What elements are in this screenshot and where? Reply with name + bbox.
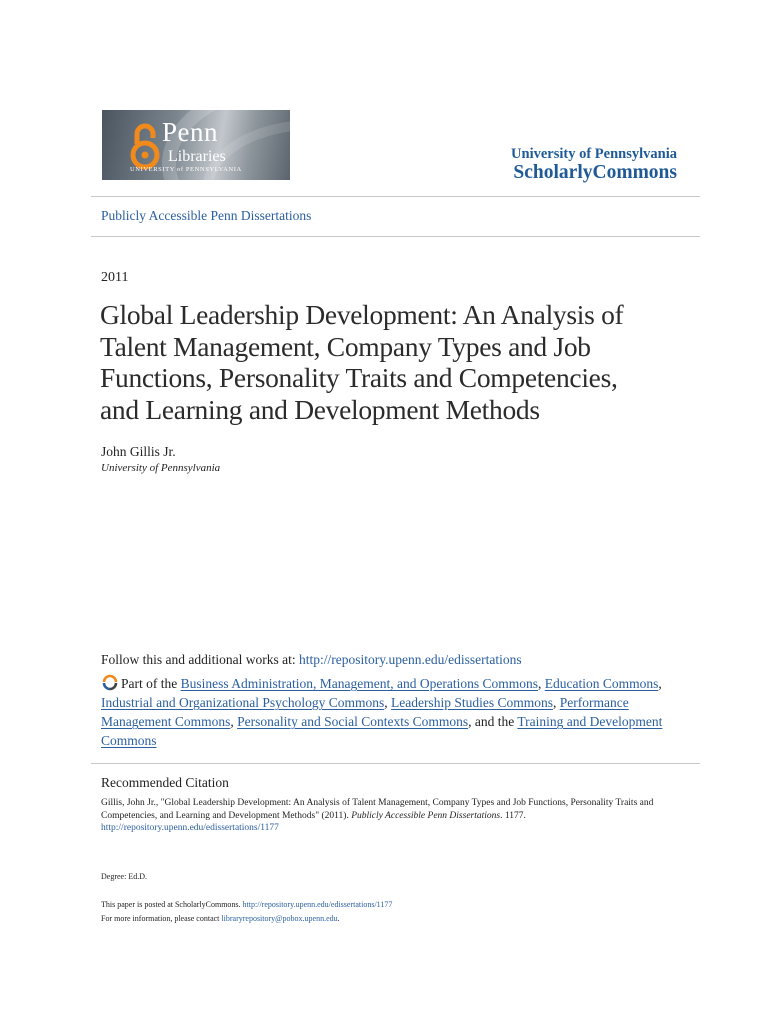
- open-access-icon: [101, 674, 119, 691]
- degree-info: Degree: Ed.D.: [101, 872, 147, 881]
- posted-text: This paper is posted at ScholarlyCommons.: [101, 900, 241, 909]
- separator: , and the: [468, 714, 515, 729]
- publication-year: 2011: [101, 270, 129, 285]
- page-title: Global Leadership Development: An Analysis of Talent Management, Company Types and Job Functions, Personality Traits and Competencies, and Learning and Development Methods: [100, 299, 624, 425]
- commons-link-io-psychology[interactable]: Industrial and Organizational Psychology Commons: [101, 695, 385, 710]
- commons-link-training[interactable]: Training and Development Commons: [101, 714, 663, 748]
- divider: [91, 763, 700, 764]
- contact-end: .: [337, 914, 340, 923]
- commons-link-performance[interactable]: Performance Management Commons: [101, 695, 629, 729]
- citation-journal: Publicly Accessible Penn Dissertations: [351, 810, 501, 821]
- part-of-prefix: Part of the: [121, 676, 178, 691]
- separator: ,: [658, 676, 662, 691]
- posted-link[interactable]: http://repository.upenn.edu/edissertations/1177: [242, 900, 393, 909]
- scholarly-commons-link[interactable]: ScholarlyCommons: [513, 162, 677, 183]
- author-affiliation: University of Pennsylvania: [101, 462, 221, 474]
- citation-body: [101, 797, 671, 835]
- logo-university-text: UNIVERSITY of PENNSYLVANIA: [130, 166, 242, 173]
- repository-link[interactable]: http://repository.upenn.edu/edissertations: [299, 652, 522, 667]
- citation-heading: Recommended Citation: [101, 775, 229, 790]
- commons-link-personality[interactable]: Personality and Social Contexts Commons: [237, 714, 469, 729]
- contact-text: For more information, please contact: [101, 914, 220, 923]
- scholarly-university-link[interactable]: University of Pennsylvania: [511, 146, 677, 162]
- part-of-commons: [101, 674, 681, 750]
- follow-line: [101, 652, 522, 668]
- commons-link-education[interactable]: Education Commons: [544, 676, 659, 691]
- separator: ,: [537, 676, 542, 691]
- citation-link[interactable]: http://repository.upenn.edu/edissertations/1177: [101, 823, 279, 833]
- penn-libraries-logo[interactable]: [102, 110, 290, 180]
- citation-text: Gillis, John Jr., "Global Leadership Development: An Analysis of Talent Management, Company Types and Job Functions, Personality Traits and Competencies, and Learning and Development Methods" (2011).: [101, 798, 654, 821]
- contact-line: [101, 914, 340, 923]
- author-name: John Gillis Jr.: [101, 444, 176, 459]
- logo-penn-text: Penn: [162, 117, 218, 147]
- logo-libraries-text: Libraries: [168, 148, 226, 165]
- follow-text: Follow this and additional works at:: [101, 652, 296, 667]
- divider: [91, 196, 700, 197]
- separator: ,: [552, 695, 557, 710]
- series-link[interactable]: Publicly Accessible Penn Dissertations: [101, 208, 312, 223]
- commons-link-business[interactable]: Business Administration, Management, and Operations Commons: [180, 676, 538, 691]
- posted-line: [101, 900, 392, 909]
- contact-email-link[interactable]: libraryrepository@pobox.upenn.edu: [221, 914, 338, 923]
- commons-link-leadership[interactable]: Leadership Studies Commons: [390, 695, 553, 710]
- separator: ,: [384, 695, 388, 710]
- separator: ,: [230, 714, 234, 729]
- open-access-lock-icon: [128, 122, 162, 170]
- divider: [91, 236, 700, 237]
- citation-number: . 1177.: [500, 810, 526, 821]
